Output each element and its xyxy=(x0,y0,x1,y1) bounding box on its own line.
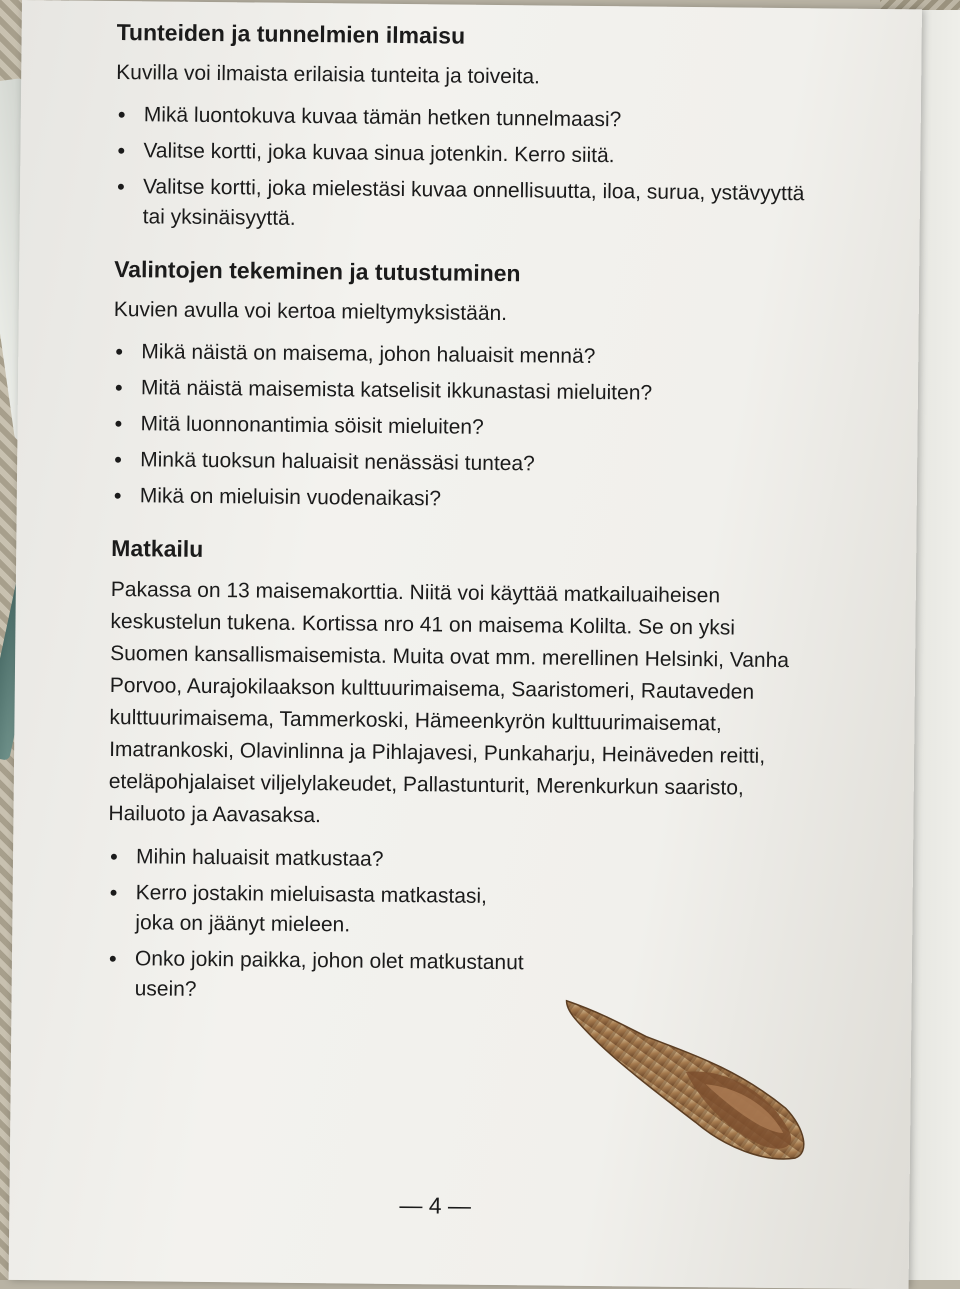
list-item: • Mitä näistä maisemista katselisit ikkunastasi mieluiten? xyxy=(113,373,813,410)
bullet-list xyxy=(112,337,814,518)
list-item: • Mihin haluaisit matkustaa? xyxy=(108,842,528,876)
list-item: • Mitä luonnonantimia söisit mieluiten? xyxy=(112,409,812,446)
list-item: • Minkä tuoksun haluaisit nenässäsi tuntea? xyxy=(112,445,812,482)
list-item: • Mikä on mieluisin vuodenaikasi? xyxy=(112,481,812,518)
list-item: • Kerro jostakin mieluisasta matkastasi, joka on jäänyt mieleen. xyxy=(107,878,528,942)
section-heading: Matkailu xyxy=(111,534,204,562)
page-number: — 4 — xyxy=(399,1192,472,1219)
list-item: • Valitse kortti, joka kuvaa sinua jotenkin. Kerro siitä. xyxy=(115,136,815,173)
section-travel xyxy=(106,535,811,1011)
booklet-page xyxy=(9,0,922,1289)
bullet-list xyxy=(115,100,816,239)
section-choices xyxy=(112,256,815,518)
list-item: • Valitse kortti, joka mielestäsi kuvaa onnellisuutta, iloa, surua, ystävyyttä tai yksinäisyyttä. xyxy=(115,172,816,239)
section-heading: Valintojen tekeminen ja tutustuminen xyxy=(114,255,521,287)
bullet-list xyxy=(106,842,528,1008)
list-item: • Mikä näistä on maisema, johon haluaisit mennä? xyxy=(113,337,813,374)
page-content xyxy=(106,19,817,1035)
section-paragraph: Pakassa on 13 maisemakorttia. Niitä voi käyttää matkailuaiheisen keskustelun tukena. Kortissa nro 41 on maisema Kolilta. Se on yksi Suomen kansallismaisemista. Muita ovat mm. merellinen Helsinki, Vanha Porvoo, Aurajokilaakson kulttuurimaisema, Saaristomeri, Rautaveden kulttuurimaisema, Tammerkoski, Hämeenkyrön kulttuurimaisemat, Imatrankoski, Olavinlinna ja Pihlajavesi, Punkaharju, Heinäveden reitti, eteläpohjalaiset viljelylakeudet, Pallastunturit, Merenkurkun saaristo, Hailuoto ja Aavasaksa. xyxy=(108,577,790,828)
section-intro: Kuvien avulla voi kertoa mieltymyksistään. xyxy=(113,297,508,326)
seashell-illustration xyxy=(555,991,817,1164)
section-emotions xyxy=(115,19,817,239)
section-heading: Tunteiden ja tunnelmien ilmaisu xyxy=(116,18,466,49)
list-item: • Mikä luontokuva kuvaa tämän hetken tunnelmaasi? xyxy=(116,100,816,137)
list-item: • Onko jokin paikka, johon olet matkustanut usein? xyxy=(106,944,527,1008)
section-intro: Kuvilla voi ilmaista erilaisia tunteita ja toiveita. xyxy=(116,60,541,89)
